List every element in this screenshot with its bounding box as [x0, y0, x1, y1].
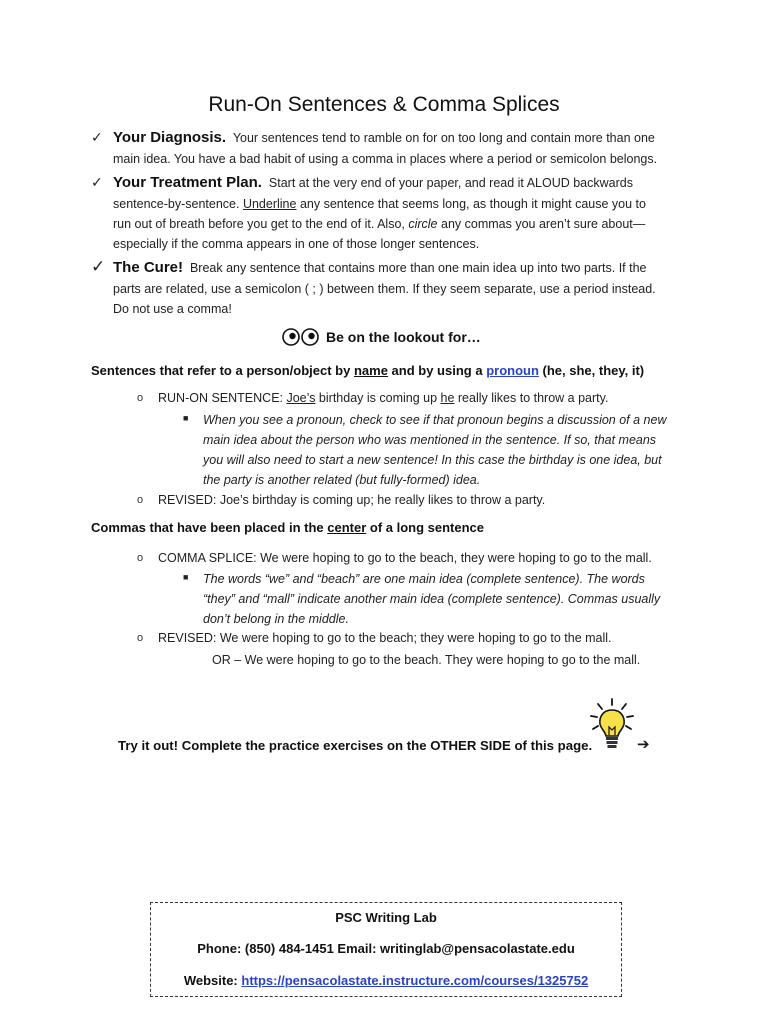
arrow-right-icon: ➔ — [637, 736, 650, 753]
section1-head-text-a: Sentences that refer to a person/object by — [91, 363, 354, 378]
circle-bullet-icon: o — [137, 632, 144, 644]
treatment-line-3 — [113, 214, 645, 234]
runon-mid: birthday is coming up — [315, 391, 441, 405]
cure-line-1 — [113, 258, 647, 278]
treatment-text-4: especially if the comma appears in one of those longer sentences. — [113, 237, 480, 251]
treatment-text-2a: sentence-by-sentence. — [113, 197, 243, 211]
check-icon: ✓ — [91, 257, 106, 276]
treatment-text-1: Start at the very end of your paper, and read it ALOUD backwards — [268, 176, 633, 190]
section2-head-text-b: of a long sentence — [366, 520, 485, 535]
cure-text-2: parts are related, use a semicolon ( ; ) between them. If they seem separate, use a period instead. — [113, 282, 656, 296]
circle-word: circle — [408, 217, 438, 231]
section1-revised: REVISED: Joe’s birthday is coming up; he really likes to throw a party. — [158, 493, 546, 507]
runon-end: really likes to throw a party. — [454, 391, 609, 405]
check-icon: ✓ — [91, 174, 103, 190]
pronoun-link[interactable]: pronoun — [486, 363, 539, 378]
he-word: he — [440, 391, 455, 405]
circle-bullet-icon: o — [137, 392, 144, 404]
note-line-1: When you see a pronoun, check to see if that pronoun begins a discussion of a new — [203, 413, 667, 427]
cure-heading: The Cure! — [113, 259, 184, 276]
runon-sentence — [158, 388, 608, 408]
website-label: Website: — [183, 973, 242, 988]
lightbulb-icon — [588, 697, 636, 760]
lab-name: PSC Writing Lab — [335, 910, 437, 925]
section1-head-text-b: and by using a — [387, 363, 487, 378]
diagnosis-text-1: Your sentences tend to ramble on for on too long and contain more than one — [232, 131, 655, 145]
section2-head-text-a: Commas that have been placed in the — [91, 520, 328, 535]
splice-note-1: The words “we” and “beach” are one main idea (complete sentence). The words — [203, 572, 645, 586]
splice-note-3: don’t belong in the middle. — [203, 612, 349, 626]
circle-bullet-icon: o — [137, 494, 144, 506]
treatment-heading: Your Treatment Plan. — [113, 174, 262, 191]
joes-word: Joe’s — [286, 391, 316, 405]
runon-label: RUN-ON SENTENCE: — [158, 391, 287, 405]
name-word: name — [353, 363, 388, 378]
note-line-3: you will also need to start a new sentence! In this case the birthday is one idea, but — [203, 453, 662, 467]
check-icon: ✓ — [91, 129, 103, 145]
section2-heading — [91, 520, 484, 535]
section1-head-text-c: (he, she, they, it) — [538, 363, 645, 378]
treatment-text-3a: run out of breath before you get to the end of it. Also, — [113, 217, 409, 231]
underline-word: Underline — [242, 197, 297, 211]
treatment-line-1 — [113, 173, 633, 193]
treatment-line-2 — [113, 194, 646, 214]
note-line-4: the party is another related (but fully-formed) idea. — [203, 473, 481, 487]
lookout-label: Be on the lookout for… — [326, 329, 481, 345]
section2-revised: REVISED: We were hoping to go to the beach; they were hoping to go to the mall. — [158, 631, 612, 645]
note-line-2: main idea about the person who was mentioned in the sentence. If so, that means — [203, 433, 657, 447]
diagnosis-line-1 — [113, 128, 655, 148]
comma-splice-sentence: COMMA SPLICE: We were hoping to go to the beach, they were hoping to go to the mall. — [158, 551, 652, 565]
website-line — [150, 973, 622, 988]
circle-bullet-icon: o — [137, 552, 144, 564]
cure-text-3: Do not use a comma! — [113, 302, 232, 316]
square-bullet-icon: ■ — [183, 572, 189, 582]
section1-heading — [91, 363, 644, 378]
treatment-text-2b: any sentence that seems long, as though it might cause you to — [296, 197, 646, 211]
center-word: center — [327, 520, 367, 535]
page-title: Run-On Sentences & Comma Splices — [208, 93, 560, 116]
square-bullet-icon: ■ — [183, 413, 189, 423]
diagnosis-heading: Your Diagnosis. — [113, 129, 227, 146]
splice-note-2: “they” and “mall” indicate another main idea (complete sentence). Commas usually — [203, 592, 661, 606]
treatment-text-3b: any commas you aren’t sure about— — [437, 217, 646, 231]
diagnosis-text-2: main idea. You have a bad habit of using a comma in places where a period or semicolon belongs. — [113, 152, 658, 166]
try-it-text: Try it out! Complete the practice exercises on the OTHER SIDE of this page. — [118, 738, 593, 753]
cure-text-1: Break any sentence that contains more than one main idea up into two parts. If the — [189, 261, 647, 275]
section2-or-line: OR – We were hoping to go to the beach. They were hoping to go to the mall. — [212, 653, 641, 667]
eyes-icon — [282, 327, 320, 352]
contact-line: Phone: (850) 484-1451 Email: writinglab@pensacolastate.edu — [197, 941, 575, 956]
website-link[interactable]: https://pensacolastate.instructure.com/courses/1325752 — [241, 973, 589, 988]
